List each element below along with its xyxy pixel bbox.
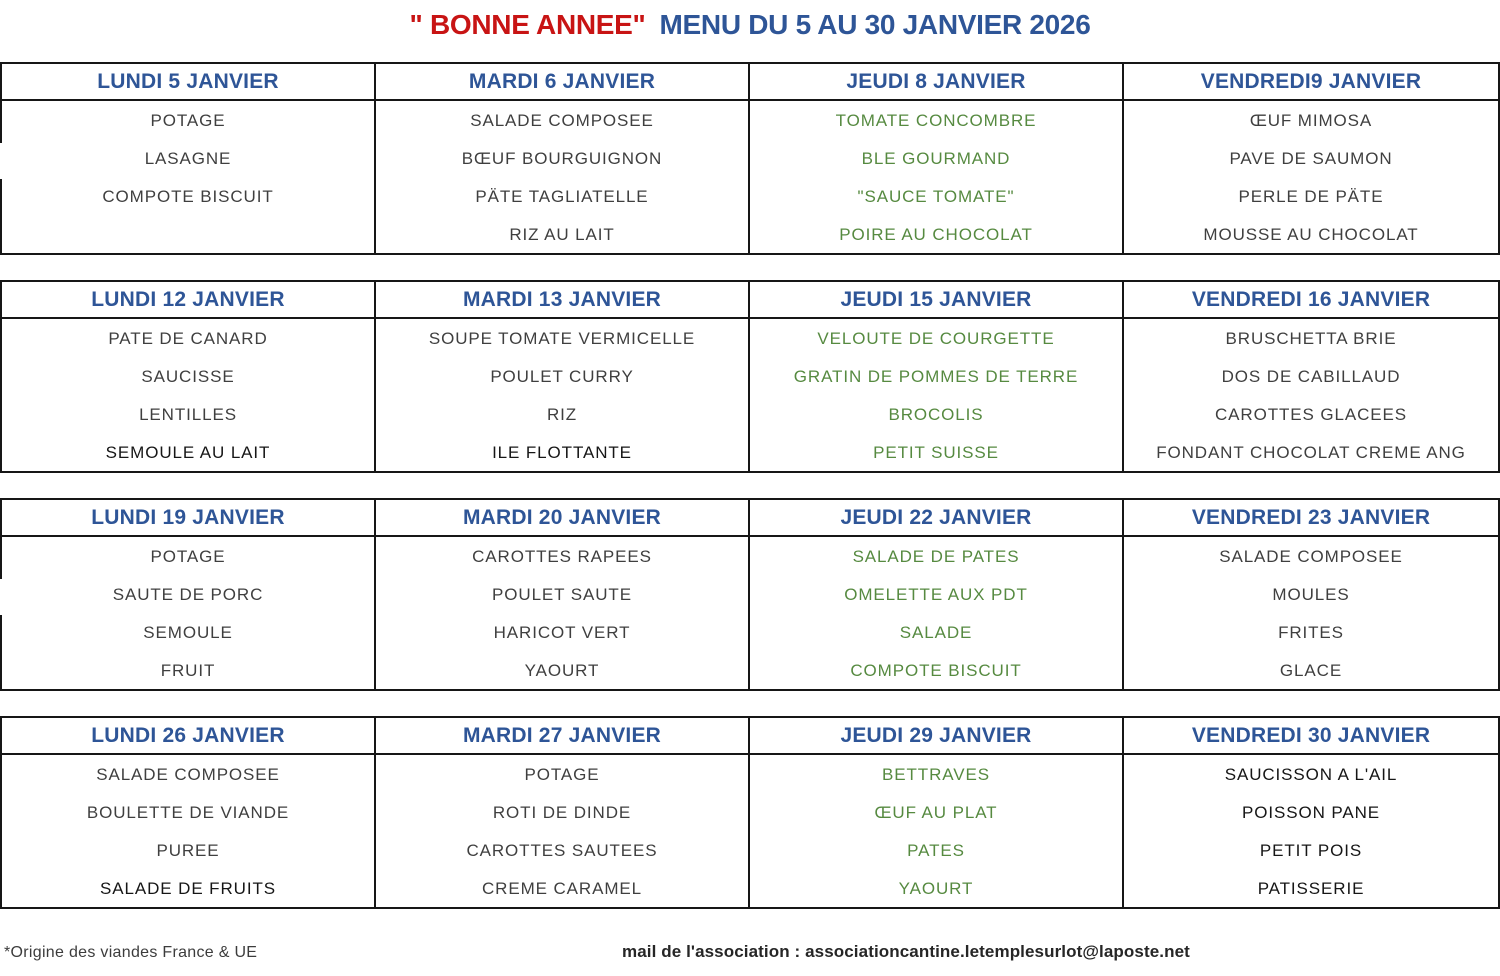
day-header: JEUDI 22 JANVIER: [750, 500, 1122, 537]
menu-item: SAUTE DE PORC: [112, 585, 264, 604]
menu-item: MOUSSE AU CHOCOLAT: [1203, 225, 1419, 244]
week-table: [0, 716, 1500, 909]
menu-item: BRUSCHETTA BRIE: [1225, 329, 1397, 348]
day-menu: [2, 319, 374, 472]
menu-item: PETIT SUISSE: [873, 443, 999, 462]
menu-item: RIZ AU LAIT: [509, 225, 615, 244]
menu-item: GRATIN DE POMMES DE TERRE: [793, 367, 1079, 386]
menu-item: POIRE AU CHOCOLAT: [839, 225, 1033, 244]
day-column: [1124, 282, 1498, 472]
menu-item: YAOURT: [898, 879, 974, 898]
menu-item: TOMATE CONCOMBRE: [835, 111, 1037, 130]
menu-item: PÄTE TAGLIATELLE: [475, 187, 649, 206]
menu-item: VELOUTE DE COURGETTE: [817, 329, 1055, 348]
menu-item: PAVE DE SAUMON: [1229, 149, 1393, 168]
day-header: LUNDI 19 JANVIER: [2, 500, 374, 537]
day-header: LUNDI 12 JANVIER: [2, 282, 374, 319]
day-header: JEUDI 8 JANVIER: [750, 64, 1122, 101]
title-greeting: " BONNE ANNEE": [409, 9, 646, 40]
day-column: [2, 500, 376, 690]
day-header: MARDI 27 JANVIER: [376, 718, 748, 755]
day-menu: [750, 319, 1122, 472]
day-menu: [376, 101, 748, 254]
menu-item: BŒUF BOURGUIGNON: [461, 149, 663, 168]
day-column: [376, 718, 750, 908]
menu-item: SALADE COMPOSEE: [470, 111, 654, 130]
day-menu: [2, 101, 374, 254]
day-column: [376, 500, 750, 690]
day-header: JEUDI 29 JANVIER: [750, 718, 1122, 755]
menu-item: ŒUF AU PLAT: [874, 803, 998, 822]
page-title: [0, 0, 1500, 62]
day-column: [750, 282, 1124, 472]
menu-item: COMPOTE BISCUIT: [850, 661, 1022, 680]
day-header: MARDI 13 JANVIER: [376, 282, 748, 319]
menu-item: RIZ: [546, 405, 578, 424]
day-header: MARDI 6 JANVIER: [376, 64, 748, 101]
menu-item: SAUCISSON A L'AIL: [1224, 765, 1398, 784]
day-header: VENDREDI 16 JANVIER: [1124, 282, 1498, 319]
day-column: [376, 282, 750, 472]
day-menu: [2, 537, 374, 690]
menu-item: FRITES: [1278, 623, 1344, 642]
menu-item: POISSON PANE: [1241, 803, 1381, 822]
menu-item: SALADE DE FRUITS: [100, 879, 276, 898]
menu-item: YAOURT: [524, 661, 600, 680]
day-menu: [1124, 755, 1498, 908]
menu-item: SEMOULE AU LAIT: [105, 443, 271, 462]
menu-item: POULET SAUTE: [492, 585, 632, 604]
menu-item: BOULETTE DE VIANDE: [86, 803, 290, 822]
menu-item: LENTILLES: [139, 405, 237, 424]
menu-item: CAROTTES GLACEES: [1215, 405, 1407, 424]
menu-item: BLE GOURMAND: [861, 149, 1011, 168]
day-menu: [1124, 101, 1498, 254]
week-table: [0, 62, 1500, 255]
menu-item: ROTI DE DINDE: [492, 803, 632, 822]
menu-item: PETIT POIS: [1259, 841, 1363, 860]
menu-item: BROCOLIS: [888, 405, 984, 424]
day-column: [1124, 64, 1498, 254]
menu-item: PATISSERIE: [1257, 879, 1365, 898]
menu-item: OMELETTE AUX PDT: [844, 585, 1028, 604]
day-menu: [376, 537, 748, 690]
association-mail: mail de l'association : associationcantine.letemplesurlot@laposte.net: [622, 942, 1190, 961]
day-menu: [750, 755, 1122, 908]
menu-item: HARICOT VERT: [493, 623, 631, 642]
day-header: VENDREDI 30 JANVIER: [1124, 718, 1498, 755]
title-menu-range: MENU DU 5 AU 30 JANVIER 2026: [659, 9, 1091, 40]
day-column: [2, 718, 376, 908]
menu-item: PATES: [907, 841, 965, 860]
menu-item: SEMOULE: [143, 623, 233, 642]
day-header: VENDREDI9 JANVIER: [1124, 64, 1498, 101]
day-menu: [750, 101, 1122, 254]
menu-item: ŒUF MIMOSA: [1249, 111, 1373, 130]
menu-item: PUREE: [156, 841, 220, 860]
menu-item: POTAGE: [150, 547, 226, 566]
menu-item: CREME CARAMEL: [481, 879, 642, 898]
day-header: LUNDI 5 JANVIER: [2, 64, 374, 101]
day-column: [376, 64, 750, 254]
menu-item: SOUPE TOMATE VERMICELLE: [428, 329, 696, 348]
menu-item: COMPOTE BISCUIT: [102, 187, 274, 206]
day-menu: [750, 537, 1122, 690]
menu-item: CAROTTES RAPEES: [472, 547, 652, 566]
menu-item: POTAGE: [150, 111, 226, 130]
day-menu: [1124, 537, 1498, 690]
day-column: [1124, 718, 1498, 908]
menu-item: SALADE: [899, 623, 973, 642]
menu-item: "SAUCE TOMATE": [857, 187, 1015, 206]
week-table: [0, 280, 1500, 473]
day-menu: [376, 755, 748, 908]
day-column: [750, 718, 1124, 908]
menu-item: POULET CURRY: [490, 367, 634, 386]
menu-item: SALADE COMPOSEE: [96, 765, 280, 784]
day-column: [750, 64, 1124, 254]
day-menu: [376, 319, 748, 472]
menu-item: CAROTTES SAUTEES: [466, 841, 658, 860]
week-table: [0, 498, 1500, 691]
menu-item: FONDANT CHOCOLAT CREME ANG: [1156, 443, 1466, 462]
menu-item: GLACE: [1279, 661, 1343, 680]
day-menu: [1124, 319, 1498, 472]
menu-item: DOS DE CABILLAUD: [1221, 367, 1401, 386]
day-header: LUNDI 26 JANVIER: [2, 718, 374, 755]
footer: [0, 942, 1500, 968]
menu-item: SALADE COMPOSEE: [1219, 547, 1403, 566]
menu-item: SAUCISSE: [141, 367, 235, 386]
menu-item: MOULES: [1272, 585, 1350, 604]
day-header: JEUDI 15 JANVIER: [750, 282, 1122, 319]
menu-item: POTAGE: [524, 765, 600, 784]
day-menu: [2, 755, 374, 908]
day-column: [2, 282, 376, 472]
menu-item: BETTRAVES: [882, 765, 990, 784]
menu-item: PERLE DE PÄTE: [1238, 187, 1384, 206]
day-column: [1124, 500, 1498, 690]
menu-item: ILE FLOTTANTE: [492, 443, 632, 462]
menu-item: LASAGNE: [144, 149, 232, 168]
day-header: MARDI 20 JANVIER: [376, 500, 748, 537]
menu-item: PATE DE CANARD: [108, 329, 268, 348]
menu-item: SALADE DE PATES: [852, 547, 1020, 566]
meat-origin-note: *Origine des viandes France & UE: [4, 944, 258, 961]
menu-item: FRUIT: [160, 661, 216, 680]
day-column: [750, 500, 1124, 690]
day-column: [2, 64, 376, 254]
weeks-container: [0, 62, 1500, 909]
day-header: VENDREDI 23 JANVIER: [1124, 500, 1498, 537]
